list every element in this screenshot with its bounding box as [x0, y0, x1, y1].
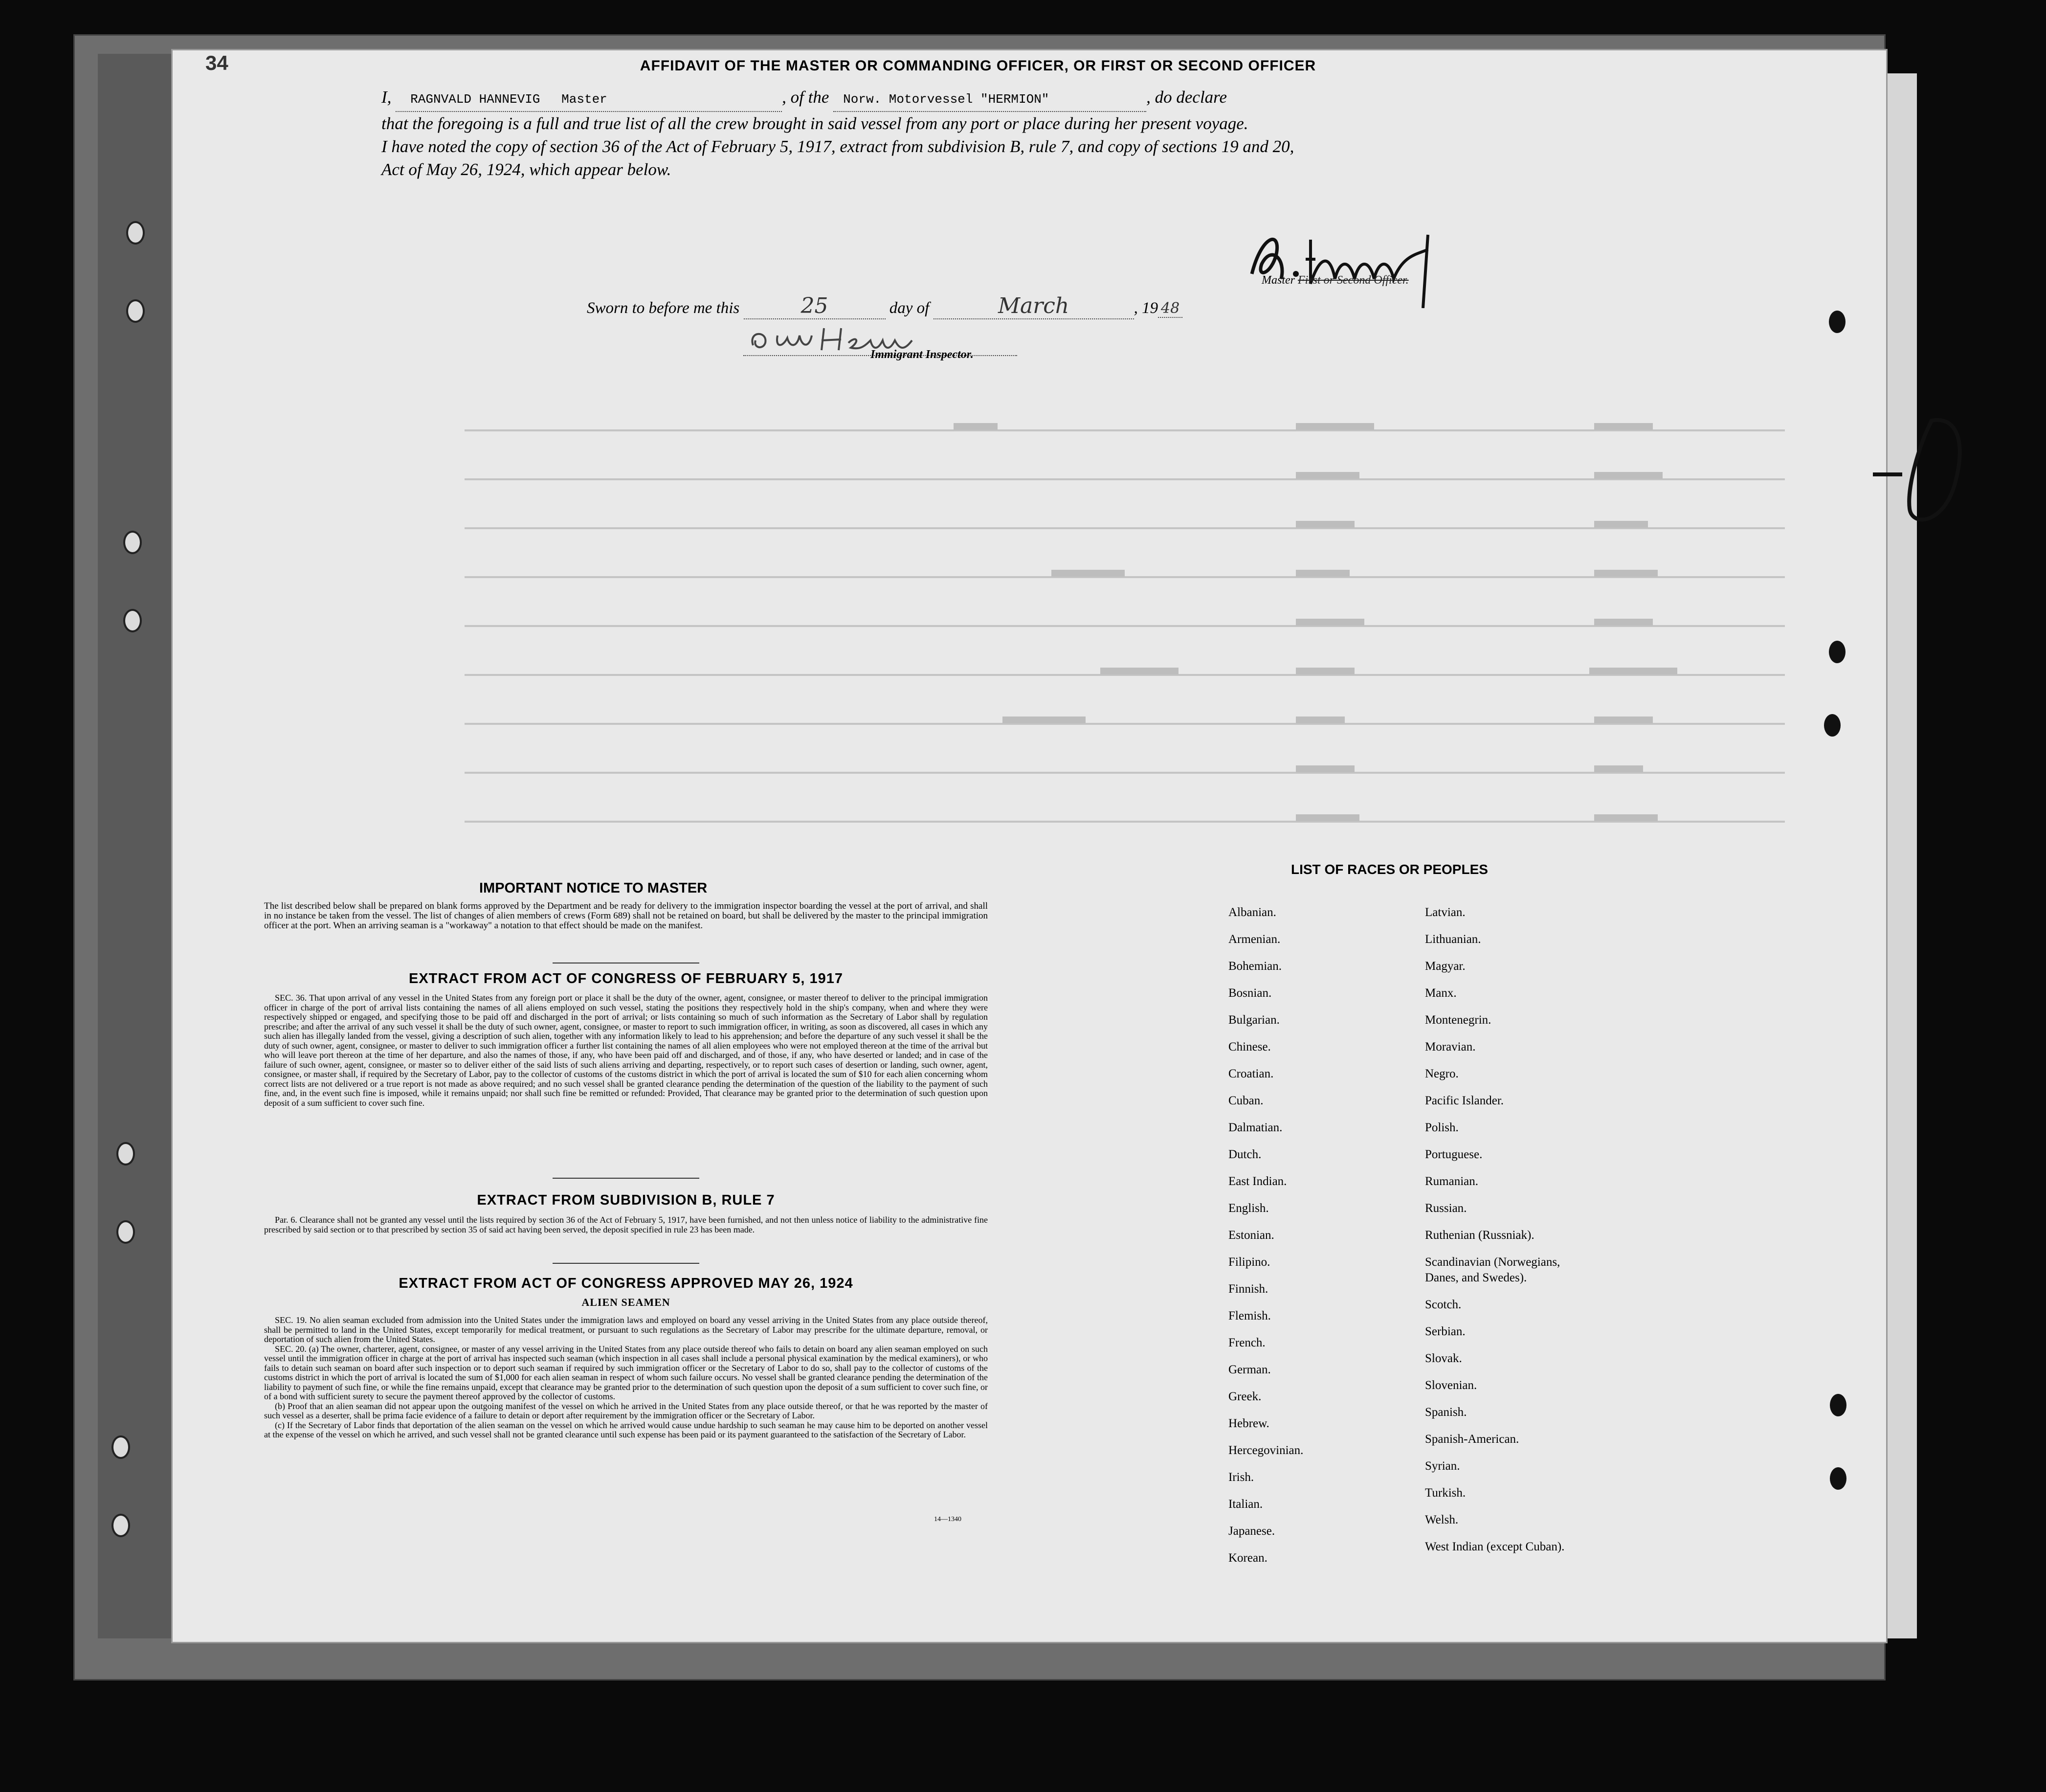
race-item: Polish.: [1425, 1121, 1459, 1134]
race-item: Pacific Islander.: [1425, 1094, 1504, 1107]
race-item: Welsh.: [1425, 1513, 1459, 1526]
race-item: Slovak.: [1425, 1352, 1462, 1365]
sworn-year: 48: [1158, 300, 1182, 318]
extract-1917-heading: EXTRACT FROM ACT OF CONGRESS OF FEBRUARY 5, 1917: [408, 971, 844, 986]
binder-hole: [126, 299, 145, 323]
extract-1924-sec20b: (b) Proof that an alien seaman did not appear upon the outgoing manifest of the vessel on which he arrived in the United States from any place outside thereof, or that he was reported by the master of such vessel as a deserter, shall be prima facie evidence of a failure to detain or deport after requirement by the immigration officer or the Secretary of Labor.: [264, 1401, 988, 1420]
race-item: Dutch.: [1228, 1148, 1262, 1161]
race-item: Albanian.: [1228, 906, 1276, 919]
binder-hole: [111, 1435, 130, 1459]
race-item: Negro.: [1425, 1067, 1459, 1080]
punch-hole: [1830, 1394, 1846, 1416]
race-item: Lithuanian.: [1425, 933, 1481, 946]
extract-1917-body: [264, 993, 988, 1108]
race-item: Spanish-American.: [1425, 1433, 1519, 1446]
binder-hole: [123, 531, 142, 554]
race-item: Croatian.: [1228, 1067, 1274, 1080]
race-item: Irish.: [1228, 1471, 1254, 1484]
extract-rule7-text: Par. 6. Clearance shall not be granted any vessel until the lists required by section 36 of the Act of February 5, 1917, have been furnished, and not then unless notice of liability to the administrative fine prescribed by said section or to that prescribed by section 35 of said act having been served, the deposit specified in rule 23 has been made.: [264, 1215, 988, 1234]
race-item: Scotch.: [1425, 1298, 1462, 1311]
vessel-field: [833, 86, 1146, 112]
signature-role: [1262, 274, 1409, 287]
race-item: Rumanian.: [1425, 1175, 1479, 1188]
race-item: Armenian.: [1228, 933, 1281, 946]
binder-hole: [123, 609, 142, 632]
race-item: French.: [1228, 1336, 1266, 1349]
race-item: Flemish.: [1228, 1309, 1271, 1322]
declaration-line-4: Act of May 26, 1924, which appear below.: [381, 160, 671, 179]
race-item: Dalmatian.: [1228, 1121, 1283, 1134]
extract-1924-heading: EXTRACT FROM ACT OF CONGRESS APPROVED MAY 26, 1924: [399, 1276, 853, 1291]
page-number: 34: [205, 51, 228, 74]
race-item: Manx.: [1425, 986, 1457, 1000]
sworn-prefix: Sworn to before me this: [587, 299, 740, 317]
pen-mark: [1873, 411, 1971, 538]
race-item: English.: [1228, 1202, 1269, 1215]
race-item: Scandinavian (Norwegians,: [1425, 1255, 1560, 1269]
extract-1924-sec20a: SEC. 20. (a) The owner, charterer, agent, consignee, or master of any vessel arriving in the United States from any place outside thereof who fails to detain on board any alien seaman employed on such vessel until the immigration officer in charge at the port of arrival has inspected such seaman (which inspection in all cases shall include a personal physical examination by the medical examiners), or who fails to detain such seaman on board after such inspection or to deport such seaman if required by such immigration officer or the Secretary of Labor to do so, shall pay to the collector of customs of the customs district in which the port of arrival is located the sum of $1,000 for each alien seaman in respect of whom such failure occurs. No vessel shall be granted clearance pending the determination of the liability to payment of such fine, or while the fine remains unpaid, except that clearance may be granted prior to the determination of such question upon the deposit of a sum sufficient to cover such fine, or of a bond with sufficient surety to secure the payment thereof approved by the collector of customs.: [264, 1344, 988, 1401]
race-item: Moravian.: [1425, 1040, 1476, 1053]
important-notice-heading: IMPORTANT NOTICE TO MASTER: [479, 880, 708, 896]
master-signature: [1242, 225, 1447, 308]
affidavit-title: AFFIDAVIT OF THE MASTER OR COMMANDING OFFICER, OR FIRST OR SECOND OFFICER: [640, 58, 1316, 74]
race-item: Danes, and Swedes).: [1425, 1271, 1527, 1284]
declaration-line-2: that the foregoing is a full and true list of all the crew brought in said vessel from any port or place during her present voyage.: [381, 114, 1248, 133]
role-officer-struck: First or Second Officer.: [1298, 274, 1409, 287]
race-item: Turkish.: [1425, 1486, 1466, 1500]
master-name-field: [396, 86, 782, 112]
affidavit-declaration: [381, 86, 1506, 181]
race-item: Magyar.: [1425, 960, 1466, 973]
day-of-label: day of: [889, 299, 930, 317]
races-heading: LIST OF RACES OR PEOPLES: [1291, 862, 1488, 877]
extract-1917-text: SEC. 36. That upon arrival of any vessel in the United States from any foreign port or place it shall be the duty of the owner, agent, consignee, or master thereof to deliver to the principal immigration officer in charge of the port of arrival lists containing the names of all aliens employed on such vessel, stating the positions they respectively hold in the ship's company, when and where they were respectively shipped or engaged, and specifying those to be paid off and discharged in the port of arrival; or lists containing so much of such information as the Secretary of Labor shall by regulation prescribe; and after the arrival of any such vessel it shall be the duty of such owner, agent, consignee, or master to report to such immigration officer, in writing, as soon as discovered, all cases in which any such alien has illegally landed from the vessel, giving a description of such alien, together with any information likely to lead to his apprehension; and before the departure of any such vessel it shall be the duty of such owner, agent, consignee, or master to deliver to such immigration officer a further list containing the names of all alien employees who were not employed thereon at the time of the arrival but who will leave port thereon at the time of her departure, and also the names of those, if any, who have been paid off and discharged, and of those, if any, who have deserted or landed; and in case of the failure of such owner, agent, consignee, or master so to deliver either of the said lists of such aliens arriving and departing, respectively, or to report such cases of desertion or landing, such owner, agent, consignee, or master shall, if required by the Secretary of Labor, pay to the collector of customs of the customs district in which the port of arrival is located the sum of $10 for each alien concerning whom correct lists are not delivered or a true report is not made as above required; and no such vessel shall be granted clearance pending the determination of the question of the liability to the payment of such fine, and, in the event such fine is imposed, while it remains unpaid; nor shall such fine be remitted or refunded: Provided, That clearance may be granted prior to the determination of such question upon deposit of a sum sufficient to cover such fine.: [264, 993, 988, 1108]
extract-1924-sec19: SEC. 19. No alien seaman excluded from admission into the United States under the immigration laws and employed on board any vessel arriving in the United States from any place outside thereof, shall be permitted to land in the United States, except temporarily for medical treatment, or pursuant to such regulations as the Secretary of Labor may prescribe for the ultimate departure, removal, or deportation of such alien from the United States.: [264, 1315, 988, 1344]
section-divider: [553, 1178, 699, 1179]
sworn-line: [587, 293, 1182, 319]
declaration-i: I,: [381, 88, 392, 107]
race-item: German.: [1228, 1363, 1271, 1376]
master-role: Master: [561, 92, 607, 107]
race-item: Syrian.: [1425, 1459, 1460, 1473]
race-item: Bulgarian.: [1228, 1013, 1280, 1027]
punch-hole: [1829, 641, 1846, 663]
punch-hole: [1824, 714, 1841, 737]
race-item: Estonian.: [1228, 1229, 1274, 1242]
declaration-do-declare: , do declare: [1146, 88, 1227, 107]
race-item: Portuguese.: [1425, 1148, 1483, 1161]
binding-strip: [98, 54, 181, 1638]
sworn-month: March: [934, 293, 1134, 319]
race-item: Finnish.: [1228, 1282, 1268, 1296]
punch-hole: [1829, 311, 1846, 333]
binder-hole: [116, 1220, 135, 1244]
race-item: Hercegovinian.: [1228, 1444, 1304, 1457]
race-item: Greek.: [1228, 1390, 1262, 1403]
declaration-line-3: I have noted the copy of section 36 of the Act of February 5, 1917, extract from subdivision B, rule 7, and copy of sections 19 and 20,: [381, 137, 1294, 156]
race-item: Filipino.: [1228, 1255, 1270, 1269]
punch-hole: [1830, 1467, 1846, 1490]
race-item: Bohemian.: [1228, 960, 1282, 973]
inspector-label: Immigrant Inspector.: [870, 348, 974, 361]
sworn-day: 25: [744, 293, 886, 319]
binder-hole: [126, 221, 145, 245]
important-notice-body: The list described below shall be prepared on blank forms approved by the Department and be ready for delivery to the immigration inspector boarding the vessel at the port of arrival, and shall in no instance be taken from the vessel. The list of changes of alien members of crews (Form 689) shall not be retained on board, but shall be delivered by the master to the principal immigration officer at the port. When an arriving seaman is a "workaway" a notation to that effect should be made on the manifest.: [264, 901, 988, 931]
extract-1924-subheading: ALIEN SEAMEN: [581, 1296, 670, 1308]
race-item: Montenegrin.: [1425, 1013, 1491, 1027]
race-item: West Indian (except Cuban).: [1425, 1540, 1565, 1553]
extract-rule7-body: [264, 1215, 988, 1234]
race-item: Serbian.: [1425, 1325, 1466, 1338]
extract-1924-body: [264, 1316, 988, 1440]
bleed-through-manifest: [171, 372, 1883, 910]
master-name: RAGNVALD HANNEVIG: [410, 92, 540, 107]
section-divider: [553, 1263, 699, 1264]
year-prefix: , 19: [1134, 299, 1158, 317]
race-item: Hebrew.: [1228, 1417, 1269, 1430]
race-item: Ruthenian (Russniak).: [1425, 1229, 1534, 1242]
form-number: 14—1340: [934, 1516, 961, 1523]
race-item: Russian.: [1425, 1202, 1467, 1215]
role-master: Master: [1262, 274, 1295, 287]
vessel-name: Norw. Motorvessel "HERMION": [843, 92, 1049, 107]
race-item: East Indian.: [1228, 1175, 1287, 1188]
race-item: Bosnian.: [1228, 986, 1272, 1000]
race-item: Italian.: [1228, 1498, 1263, 1511]
race-item: Latvian.: [1425, 906, 1466, 919]
race-item: Cuban.: [1228, 1094, 1264, 1107]
extract-rule7-heading: EXTRACT FROM SUBDIVISION B, RULE 7: [477, 1192, 775, 1208]
binder-hole: [111, 1514, 130, 1537]
binder-hole: [116, 1142, 135, 1165]
extract-1924-sec20c: (c) If the Secretary of Labor finds that deportation of the alien seaman on the vessel on which he arrived would cause undue hardship to such seaman he may cause him to be deported on another vessel at the expense of the vessel on which he arrived, and such vessel shall not be granted clearance until such expense has been paid or its payment guaranteed to the satisfaction of the Secretary of Labor.: [264, 1420, 988, 1439]
race-item: Japanese.: [1228, 1524, 1275, 1538]
race-item: Korean.: [1228, 1551, 1268, 1565]
declaration-of-the: , of the: [782, 88, 829, 107]
race-item: Spanish.: [1425, 1406, 1467, 1419]
race-item: Chinese.: [1228, 1040, 1271, 1053]
race-item: Slovenian.: [1425, 1379, 1477, 1392]
